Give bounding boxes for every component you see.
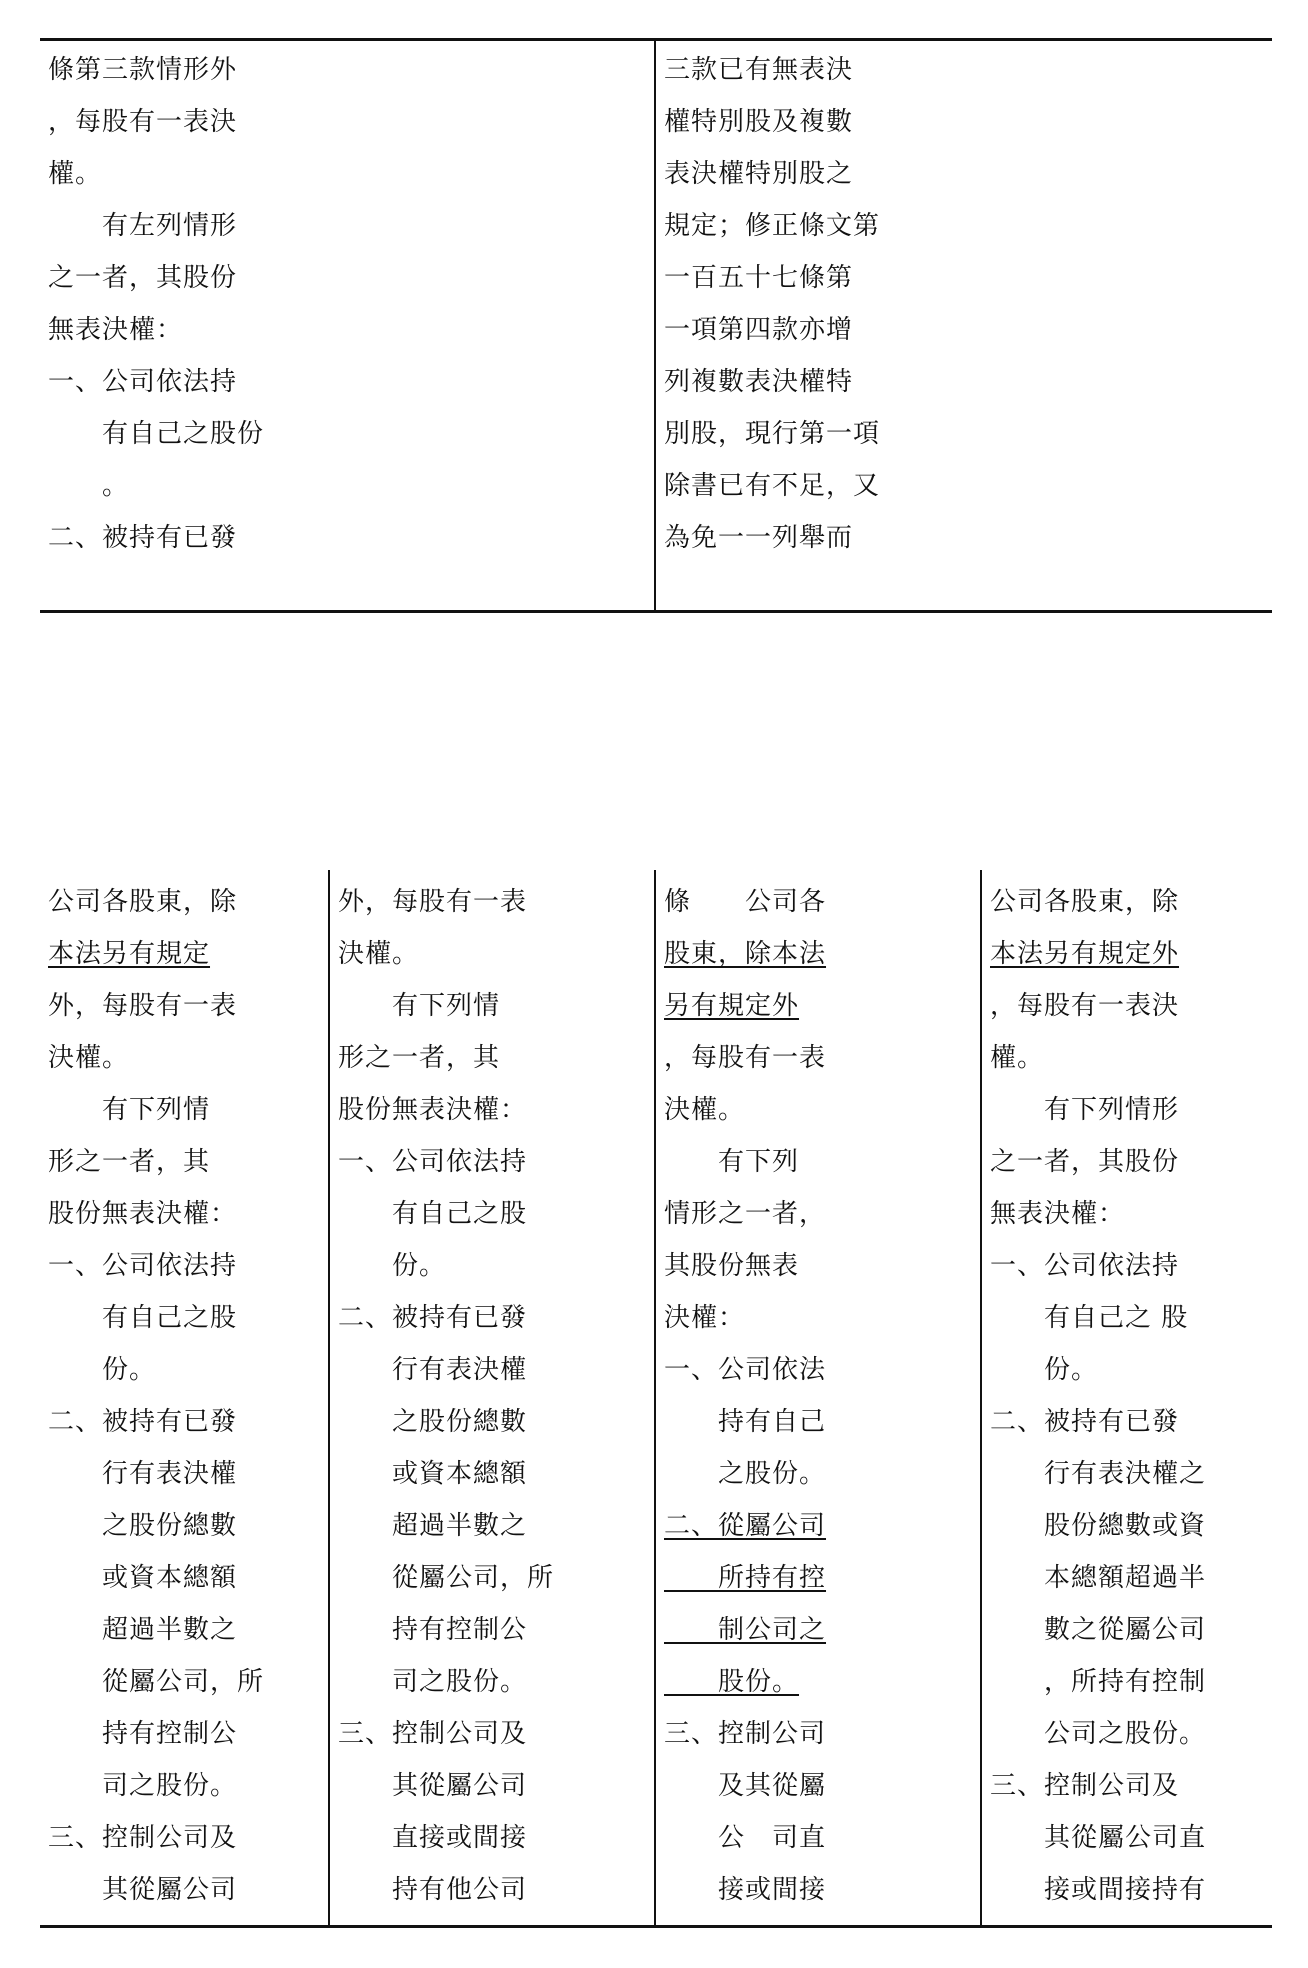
bottom-column-4: [48, 876, 322, 1916]
text-line: 公 司直: [664, 1823, 827, 1853]
text-line: 接或間接持有: [990, 1875, 1207, 1905]
text-line: ，每股有一表決: [990, 991, 1180, 1021]
text-line: 公司各股東，除: [990, 887, 1180, 917]
text-line: 接或間接: [664, 1875, 827, 1905]
text-line: 一項第四款亦增: [664, 315, 854, 345]
text-line: 除書已有不足，又: [664, 471, 881, 501]
text-line: 形之一者，其: [48, 1147, 211, 1177]
text-line: 有下列情: [48, 1095, 211, 1125]
text-line: 決權。: [48, 1043, 130, 1073]
bottom-panel-divider-2: [654, 870, 656, 1925]
text-line: 行有表決權: [48, 1459, 238, 1489]
bottom-column-1: [990, 876, 1266, 1916]
text-line: 有下列情: [338, 991, 501, 1021]
text-line: 條 公司各: [664, 887, 827, 917]
text-line: 規定；修正條文第: [664, 211, 881, 241]
text-line: 有下列情形: [990, 1095, 1180, 1125]
text-line: 有自己之 股: [990, 1303, 1189, 1333]
text-line: 本總額超過半: [990, 1563, 1207, 1593]
bottom-column-3: [338, 876, 648, 1916]
text-line: 股份總數或資: [990, 1511, 1207, 1541]
text-line: 一百五十七條第: [664, 263, 854, 293]
text-line: 行有表決權之: [990, 1459, 1207, 1489]
text-line: ，所持有控制: [990, 1667, 1207, 1697]
text-line: 本法另有規定外: [990, 939, 1180, 969]
text-line: 三款已有無表決: [664, 55, 854, 85]
text-line: 二、從屬公司: [664, 1511, 827, 1541]
text-line: 三、控制公司: [664, 1719, 827, 1749]
text-line: 之股份總數: [48, 1511, 238, 1541]
text-line: 之一者，其股份: [990, 1147, 1180, 1177]
text-line: 有下列: [664, 1147, 800, 1177]
text-line: 三、控制公司及: [990, 1771, 1180, 1801]
text-line: 一、公司依法持: [990, 1251, 1180, 1281]
text-line: 另有規定外: [664, 991, 800, 1021]
text-line: ，每股有一表: [664, 1043, 827, 1073]
text-line: 無表決權：: [48, 315, 184, 345]
text-line: 及其從屬: [664, 1771, 827, 1801]
text-line: 之股份總數: [338, 1407, 528, 1437]
top-rule: [40, 38, 1272, 41]
text-line: 一、公司依法持: [338, 1147, 528, 1177]
text-line: 從屬公司，所: [338, 1563, 555, 1593]
text-line: 二、被持有已發: [338, 1303, 528, 1333]
text-line: 有自己之股: [338, 1199, 528, 1229]
text-line: 股份無表決權：: [338, 1095, 528, 1125]
text-line: 份。: [48, 1355, 157, 1385]
text-line: 。: [48, 471, 130, 501]
text-line: 決權。: [338, 939, 420, 969]
text-line: 有自己之股: [48, 1303, 238, 1333]
text-line: 條第三款情形外: [48, 55, 238, 85]
bottom-column-2: [664, 876, 974, 1916]
top-right-column: [664, 44, 1264, 564]
text-line: 二、被持有已發: [48, 1407, 238, 1437]
text-line: 其從屬公司直: [990, 1823, 1207, 1853]
text-line: 有自己之股份: [48, 419, 265, 449]
text-line: 份。: [338, 1251, 447, 1281]
text-line: 司之股份。: [48, 1771, 238, 1801]
text-line: 外，每股有一表: [338, 887, 528, 917]
text-line: 二、被持有已發: [48, 523, 238, 553]
text-line: 決權：: [664, 1303, 746, 1333]
text-line: 超過半數之: [48, 1615, 238, 1645]
text-line: 權特別股及複數: [664, 107, 854, 137]
text-line: 從屬公司，所: [48, 1667, 265, 1697]
text-line: 別股，現行第一項: [664, 419, 881, 449]
bottom-rule: [40, 1925, 1272, 1928]
text-line: 表決權特別股之: [664, 159, 854, 189]
text-line: 三、控制公司及: [338, 1719, 528, 1749]
text-line: 列複數表決權特: [664, 367, 854, 397]
text-line: 之一者，其股份: [48, 263, 238, 293]
text-line: 形之一者，其: [338, 1043, 501, 1073]
text-line: 其從屬公司: [338, 1771, 528, 1801]
text-line: 司之股份。: [338, 1667, 528, 1697]
text-line: 超過半數之: [338, 1511, 528, 1541]
text-line: 之股份。: [664, 1459, 827, 1489]
text-line: 行有表決權: [338, 1355, 528, 1385]
text-line: 情形之一者，: [664, 1199, 827, 1229]
text-line: 數之從屬公司: [990, 1615, 1207, 1645]
text-line: 所持有控: [664, 1563, 827, 1593]
text-line: 公司各股東，除: [48, 887, 238, 917]
text-line: 決權。: [664, 1095, 746, 1125]
text-line: 直接或間接: [338, 1823, 528, 1853]
text-line: 公司之股份。: [990, 1719, 1207, 1749]
text-line: 制公司之: [664, 1615, 827, 1645]
text-line: 無表決權：: [990, 1199, 1126, 1229]
text-line: 有左列情形: [48, 211, 238, 241]
text-line: 持有自己: [664, 1407, 827, 1437]
text-line: 股份。: [664, 1667, 800, 1697]
text-line: 持有控制公: [48, 1719, 238, 1749]
text-line: 三、控制公司及: [48, 1823, 238, 1853]
text-line: 股東，除本法: [664, 939, 827, 969]
text-line: 股份無表決權：: [48, 1199, 238, 1229]
text-line: 持有他公司: [338, 1875, 528, 1905]
text-line: 為免一一列舉而: [664, 523, 854, 553]
bottom-panel-divider-3: [980, 870, 982, 1925]
text-line: 二、被持有已發: [990, 1407, 1180, 1437]
text-line: 外，每股有一表: [48, 991, 238, 1021]
text-line: 份。: [990, 1355, 1099, 1385]
text-line: 權。: [990, 1043, 1045, 1073]
top-panel-divider: [654, 40, 656, 610]
text-line: 一、公司依法: [664, 1355, 827, 1385]
text-line: 其股份無表: [664, 1251, 800, 1281]
text-line: 或資本總額: [338, 1459, 528, 1489]
text-line: 持有控制公: [338, 1615, 528, 1645]
text-line: 一、公司依法持: [48, 367, 238, 397]
text-line: 權。: [48, 159, 103, 189]
text-line: 本法另有規定: [48, 939, 211, 969]
top-panel-bottom-rule: [40, 610, 1272, 613]
top-left-column: [48, 44, 648, 564]
text-line: 一、公司依法持: [48, 1251, 238, 1281]
text-line: ，每股有一表決: [48, 107, 238, 137]
text-line: 其從屬公司: [48, 1875, 238, 1905]
text-line: 或資本總額: [48, 1563, 238, 1593]
bottom-panel-divider-1: [328, 870, 330, 1925]
